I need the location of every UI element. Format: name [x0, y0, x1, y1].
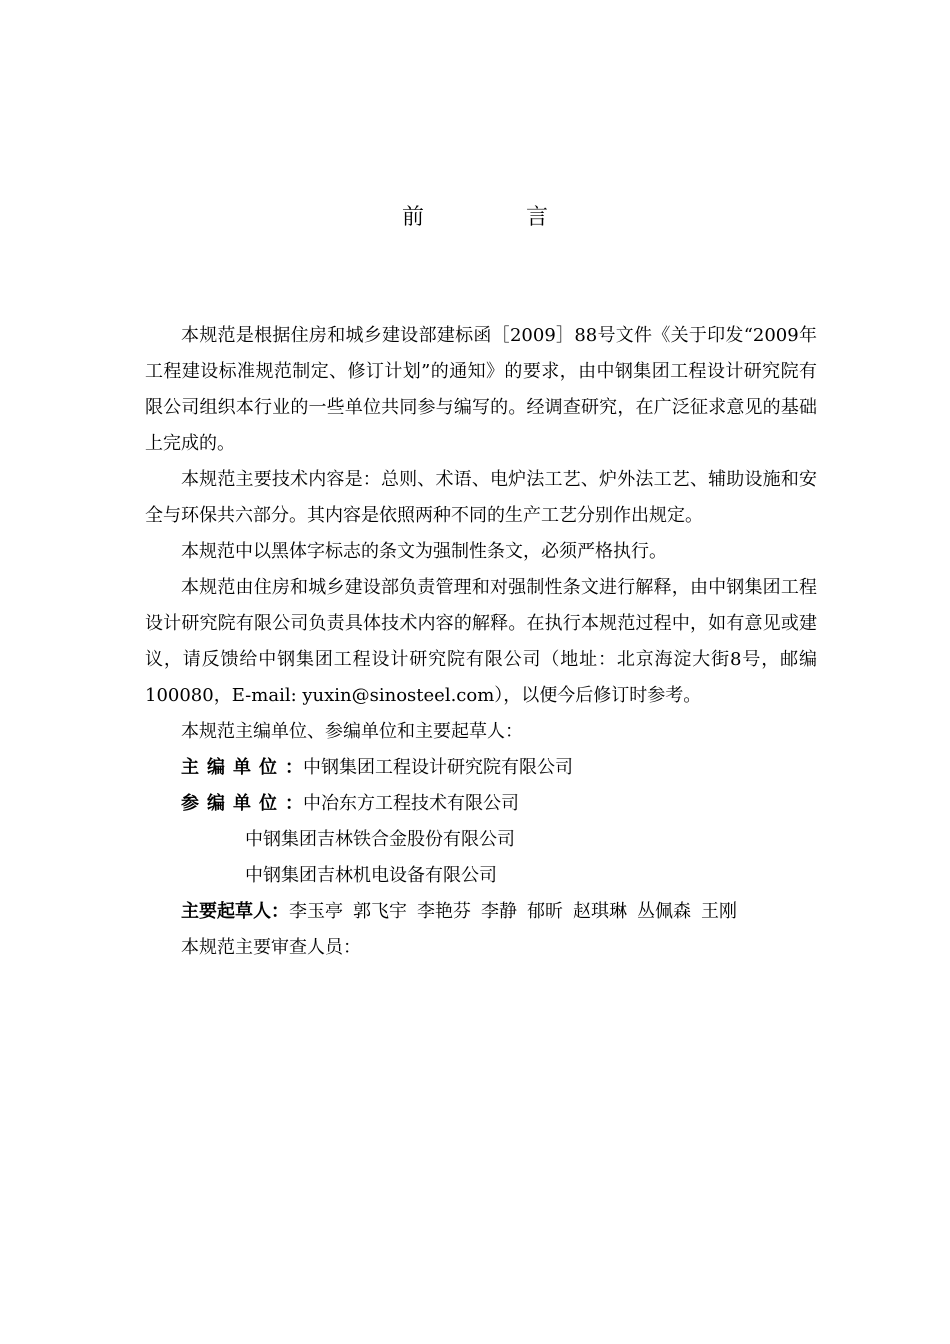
drafter-name: 王刚: [701, 901, 737, 922]
participating-unit-row: [145, 858, 817, 894]
participating-unit-label: 参编单位: [181, 793, 285, 814]
drafter-name: 李艳芬: [417, 901, 471, 922]
chief-unit-row: [145, 750, 817, 786]
drafters-label: 主要起草人：: [181, 901, 289, 922]
colon: ：: [285, 793, 303, 814]
drafter-name: 赵琪琳: [573, 901, 627, 922]
drafter-name: 丛佩森: [637, 901, 691, 922]
chief-unit-label: 主编单位: [181, 757, 285, 778]
participating-unit-value: 中钢集团吉林机电设备有限公司: [245, 865, 497, 886]
foreword-body: [145, 318, 817, 966]
reviewers-row: 本规范主要审查人员：: [181, 937, 361, 958]
participating-unit-value: 中冶东方工程技术有限公司: [303, 793, 519, 814]
drafters-row: [145, 894, 817, 930]
paragraph-content: 本规范主要技术内容是：总则、术语、电炉法工艺、炉外法工艺、辅助设施和安全与环保共六部分。其内容是依照两种不同的生产工艺分别作出规定。: [145, 469, 817, 526]
drafter-name: 郭飞宇: [353, 901, 407, 922]
participating-unit-row: [145, 786, 817, 822]
paragraph-management: 本规范由住房和城乡建设部负责管理和对强制性条文进行解释，由中钢集团工程设计研究院有限公司负责具体技术内容的解释。在执行本规范过程中，如有意见或建议，请反馈给中钢集团工程设计研究院有限公司（地址：北京海淀大街8号，邮编100080，E-mail: yuxin@sinosteel.com），以便今后修订时参考。: [145, 577, 817, 706]
participating-unit-value: 中钢集团吉林铁合金股份有限公司: [245, 829, 515, 850]
paragraph-basis: 本规范是根据住房和城乡建设部建标函［2009］88号文件《关于印发“2009年工程建设标准规范制定、修订计划”的通知》的要求，由中钢集团工程设计研究院有限公司组织本行业的一些单位共同参与编写的。经调查研究，在广泛征求意见的基础上完成的。: [145, 325, 817, 454]
page-title: 前 言: [401, 205, 588, 230]
paragraph-mandatory: 本规范中以黑体字标志的条文为强制性条文，必须严格执行。: [181, 541, 667, 562]
chief-unit-value: 中钢集团工程设计研究院有限公司: [303, 757, 573, 778]
paragraph-units-intro: 本规范主编单位、参编单位和主要起草人：: [181, 721, 523, 742]
participating-unit-row: [145, 822, 817, 858]
colon: ：: [285, 757, 303, 778]
drafter-name: 郁昕: [527, 901, 563, 922]
drafter-name: 李静: [481, 901, 517, 922]
drafter-name: 李玉亭: [289, 901, 343, 922]
